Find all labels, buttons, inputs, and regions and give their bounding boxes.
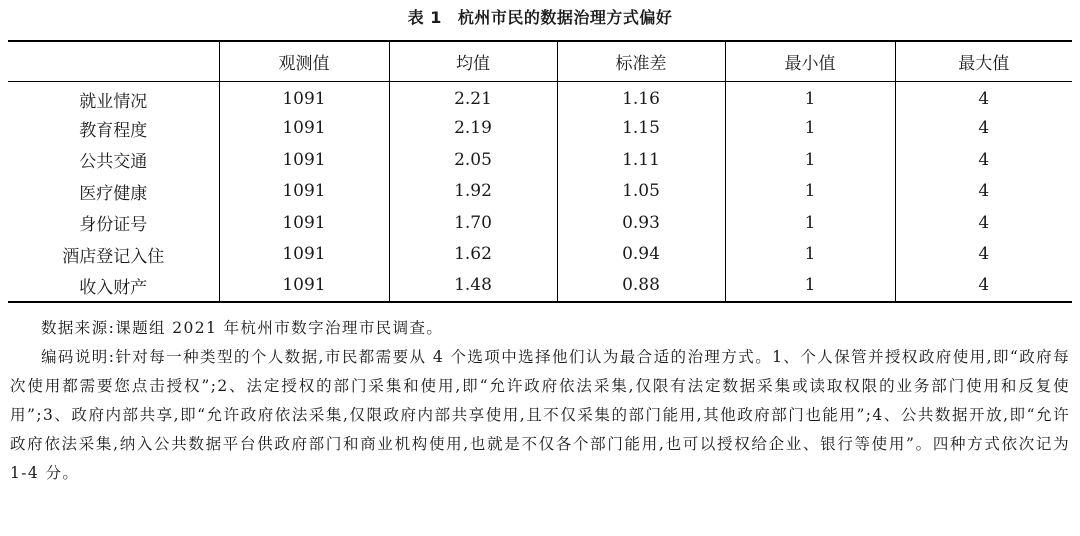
table-row: [8, 113, 1072, 145]
row-label: 医疗健康: [79, 183, 148, 204]
cell-std-dev: 0.93: [557, 207, 725, 239]
cell-observations: 1091: [219, 176, 389, 208]
column-header-mean: 均值: [389, 41, 557, 81]
table-row: [8, 239, 1072, 271]
cell-min: 1: [725, 239, 895, 271]
cell-min: 1: [725, 176, 895, 208]
cell-max: 4: [895, 81, 1072, 113]
cell-std-dev: 0.88: [557, 270, 725, 302]
cell-observations: 1091: [219, 81, 389, 113]
cell-mean: 1.92: [389, 176, 557, 208]
cell-mean: 2.05: [389, 144, 557, 176]
table-title: 杭州市民的数据治理方式偏好: [457, 8, 673, 27]
table-row: [8, 176, 1072, 208]
table-row: [8, 270, 1072, 302]
row-label: 就业情况: [79, 91, 148, 112]
table-row: [8, 207, 1072, 239]
statistics-table: [8, 40, 1072, 303]
row-label: 身份证号: [79, 215, 148, 236]
cell-max: 4: [895, 144, 1072, 176]
cell-max: 4: [895, 239, 1072, 271]
cell-observations: 1091: [219, 144, 389, 176]
data-source-note: 数据来源:课题组 2021 年杭州市数字治理市民调查。: [41, 319, 444, 337]
table-header-row: [8, 41, 1072, 81]
cell-min: 1: [725, 113, 895, 145]
cell-max: 4: [895, 270, 1072, 302]
cell-mean: 1.62: [389, 239, 557, 271]
column-header-variable: [8, 41, 219, 81]
cell-std-dev: 1.05: [557, 176, 725, 208]
row-label: 教育程度: [79, 120, 148, 141]
cell-max: 4: [895, 207, 1072, 239]
row-label: 酒店登记入住: [62, 246, 165, 267]
cell-observations: 1091: [219, 113, 389, 145]
cell-observations: 1091: [219, 207, 389, 239]
cell-std-dev: 1.16: [557, 81, 725, 113]
cell-mean: 1.70: [389, 207, 557, 239]
cell-min: 1: [725, 207, 895, 239]
table-label: 表 1: [407, 8, 442, 27]
cell-mean: 2.19: [389, 113, 557, 145]
row-label: 收入财产: [8, 270, 219, 302]
cell-observations: 1091: [219, 270, 389, 302]
cell-max: 4: [895, 113, 1072, 145]
cell-mean: 1.48: [389, 270, 557, 302]
cell-std-dev: 1.15: [557, 113, 725, 145]
column-header-std-dev: 标准差: [557, 41, 725, 81]
cell-max: 4: [895, 176, 1072, 208]
cell-mean: 2.21: [389, 81, 557, 113]
column-header-min: 最小值: [725, 41, 895, 81]
table-caption: [0, 6, 1080, 30]
cell-min: 1: [725, 270, 895, 302]
cell-min: 1: [725, 144, 895, 176]
row-label: 公共交通: [79, 152, 148, 173]
column-header-max: 最大值: [895, 41, 1072, 81]
column-header-observations: 观测值: [219, 41, 389, 81]
coding-note: 编码说明:针对每一种类型的个人数据,市民都需要从 4 个选项中选择他们认为最合适的治理方式。1、个人保管并授权政府使用,即“政府每次使用都需要您点击授权”;2、法定授权的部门采集和使用,即“允许政府依法采集,仅限有法定数据采集或读取权限的业务部门使用和反复使用”;3、政府内部共享,即“允许政府依法采集,仅限政府内部共享使用,且不仅采集的部门能用,其他政府部门也能用”;4、公共数据开放,即“允许政府依法采集,纳入公共数据平台供政府部门和商业机构使用,也就是不仅各个部门能用,也可以授权给企业、银行等使用”。四种方式依次记为 1-4 分。: [10, 348, 1070, 482]
cell-std-dev: 0.94: [557, 239, 725, 271]
cell-std-dev: 1.11: [557, 144, 725, 176]
table-row: [8, 81, 1072, 113]
table-notes: [10, 314, 1070, 488]
cell-observations: 1091: [219, 239, 389, 271]
table-row: [8, 144, 1072, 176]
cell-min: 1: [725, 81, 895, 113]
